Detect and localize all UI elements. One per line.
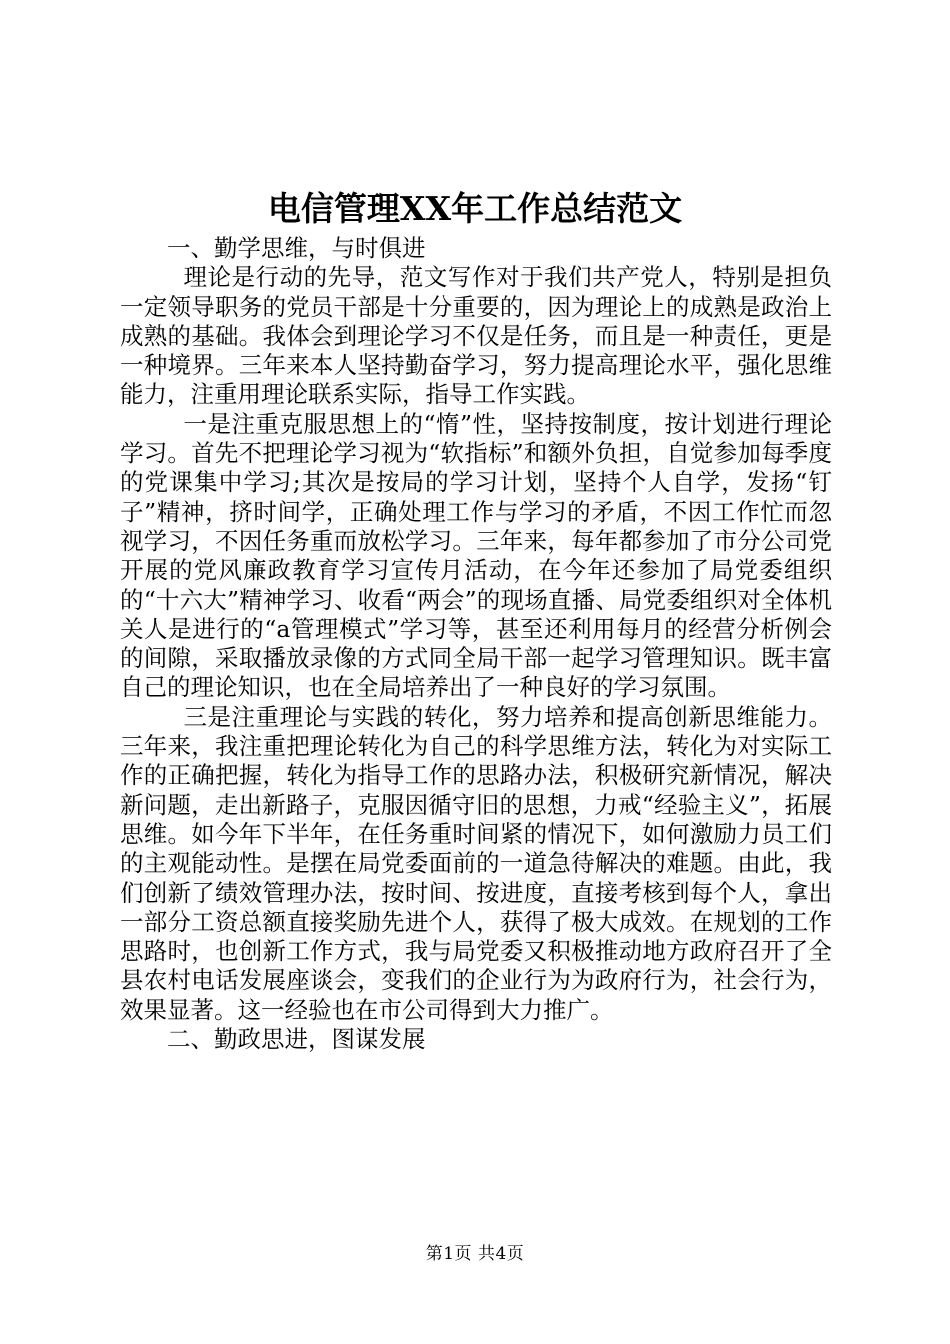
paragraph-1: 理论是行动的先导，范文写作对于我们共产党人，特别是担负一定领导职务的党员干部是十分重要的，因为理论上的成熟是政治上成熟的基础。我体会到理论学习不仅是任务，而且是一种责任，更是一种境界。三年来本人坚持勤奋学习，努力提高理论水平，强化思维能力，注重用理论联系实际，指导工作实践。	[120, 263, 832, 409]
paragraph-2: 一是注重克服思想上的“惰”性，坚持按制度，按计划进行理论学习。首先不把理论学习视为“软指标”和额外负担，自觉参加每季度的党课集中学习;其次是按局的学习计划，坚持个人自学，发扬“钉子”精神，挤时间学，正确处理工作与学习的矛盾，不因工作忙而忽视学习，不因任务重而放松学习。三年来，每年都参加了市分公司党开展的党风廉政教育学习宣传月活动，在今年还参加了局党委组织的“十六大”精神学习、收看“两会”的现场直播、局党委组织对全体机关人是进行的“a管理模式”学习等，甚至还利用每月的经营分析例会的间隙，采取播放录像的方式同全局干部一起学习管理知识。既丰富自己的理论知识，也在全局培养出了一种良好的学习氛围。	[120, 409, 832, 702]
document-body	[120, 234, 832, 1054]
section-heading-1: 一、勤学思维，与时俱进	[167, 234, 426, 262]
document-title: 电信管理XX年工作总结范文	[267, 189, 683, 228]
paragraph-3: 三是注重理论与实践的转化，努力培养和提高创新思维能力。三年来，我注重把理论转化为自己的科学思维方法，转化为对实际工作的正确把握，转化为指导工作的思路办法，积极研究新情况，解决新问题，走出新路子，克服因循守旧的思想，力戒“经验主义”，拓展思维。如今年下半年，在任务重时间紧的情况下，如何激励力员工们的主观能动性。是摆在局党委面前的一道急待解决的难题。由此，我们创新了绩效管理办法，按时间、按进度，直接考核到每个人，拿出一部分工资总额直接奖励先进个人，获得了极大成效。在规划的工作思路时，也创新工作方式，我与局党委又积极推动地方政府召开了全县农村电话发展座谈会，变我们的企业行为为政府行为，社会行为，效果显著。这一经验也在市公司得到大力推广。	[120, 702, 832, 1024]
section-heading-2: 二、勤政思进，图谋发展	[167, 1025, 426, 1054]
page-number-footer: 第1页 共4页	[425, 1244, 525, 1264]
